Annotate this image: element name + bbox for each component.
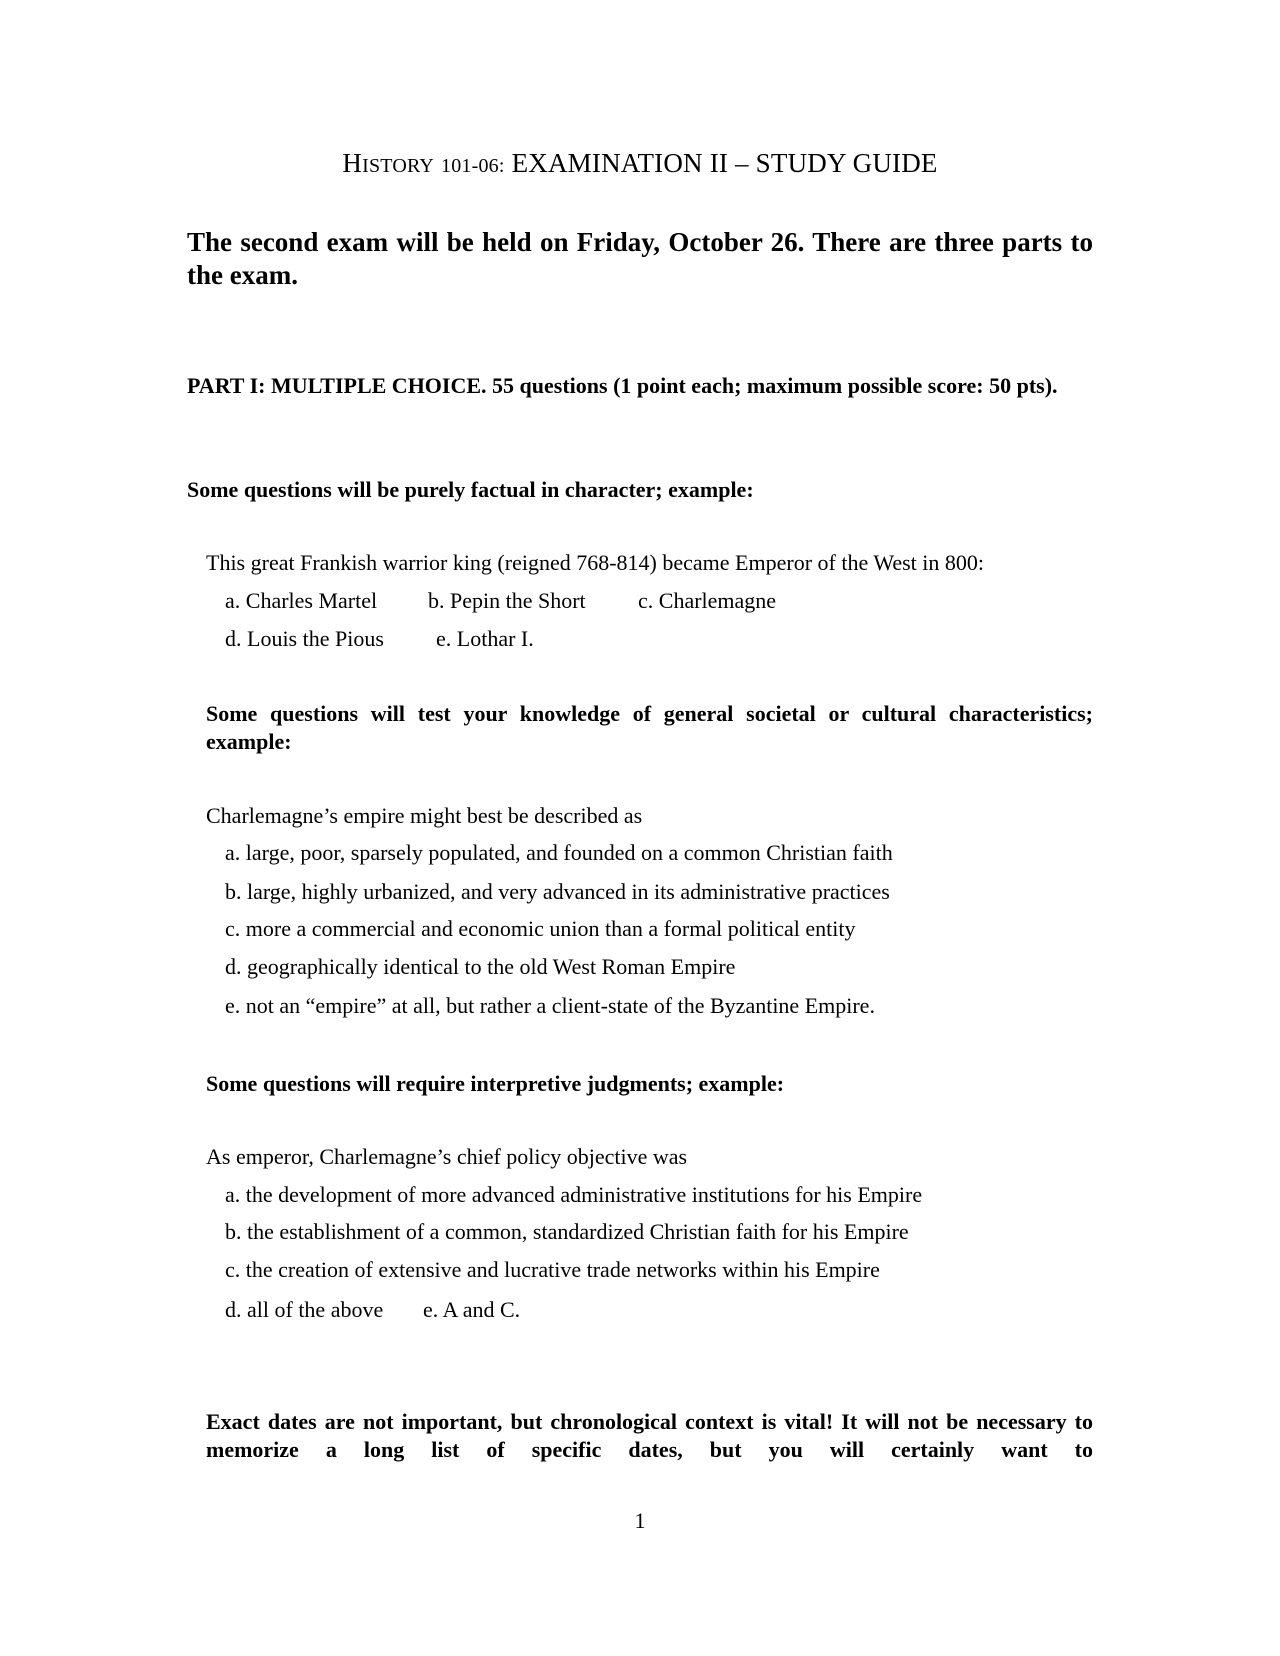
option-b: b. the establishment of a common, standardized Christian faith for his Empire xyxy=(225,1219,909,1244)
part-one-heading: PART I: MULTIPLE CHOICE. 55 questions (1 point each; maximum possible score: 50 pts). xyxy=(187,373,1058,398)
option-b: b. large, highly urbanized, and very advanced in its administrative practices xyxy=(225,879,890,904)
option-a: a. Charles Martel xyxy=(225,588,378,613)
option-a: a. the development of more advanced administrative institutions for his Empire xyxy=(225,1182,923,1207)
section-factual-heading: Some questions will be purely factual in character; example: xyxy=(187,477,754,502)
title-rest: EXAMINATION II – STUDY GUIDE xyxy=(511,148,938,178)
title-smallcaps: ISTORY xyxy=(362,155,435,177)
option-d: d. all of the above xyxy=(225,1297,384,1322)
page-number: 1 xyxy=(634,1508,646,1533)
option-d: d. geographically identical to the old West Roman Empire xyxy=(225,954,736,979)
option-a: a. large, poor, sparsely populated, and founded on a common Christian faith xyxy=(225,840,893,865)
option-e: e. Lothar I. xyxy=(436,626,534,651)
option-e: e. not an “empire” at all, but rather a client-state of the Byzantine Empire. xyxy=(225,993,875,1018)
title-initial: H xyxy=(342,148,363,178)
option-e: e. A and C. xyxy=(423,1297,521,1322)
option-c: c. more a commercial and economic union than a formal political entity xyxy=(225,916,856,941)
closing-paragraph: Exact dates are not important, but chronological context is vital! It will not be necessary to memorize a long list of specific dates, but you will certainly want to xyxy=(206,1409,1093,1462)
option-b: b. Pepin the Short xyxy=(428,588,586,613)
intro-paragraph: The second exam will be held on Friday, October 26. There are three parts to the exam. xyxy=(187,227,1093,290)
interpretive-question-text: As emperor, Charlemagne’s chief policy objective was xyxy=(206,1144,688,1169)
title-course-number: 101-06: xyxy=(441,155,505,177)
option-d: d. Louis the Pious xyxy=(225,626,384,651)
section-interpretive-heading: Some questions will require interpretive judgments; example: xyxy=(206,1071,785,1096)
section-societal-heading: Some questions will test your knowledge of general societal or cultural characteristics; example: xyxy=(206,701,1093,754)
societal-question-text: Charlemagne’s empire might best be described as xyxy=(206,803,643,828)
option-c: c. the creation of extensive and lucrative trade networks within his Empire xyxy=(225,1257,880,1282)
option-c: c. Charlemagne xyxy=(638,588,777,613)
factual-question-text: This great Frankish warrior king (reigned 768-814) became Emperor of the West in 800: xyxy=(206,550,984,575)
page-title xyxy=(0,148,1280,179)
